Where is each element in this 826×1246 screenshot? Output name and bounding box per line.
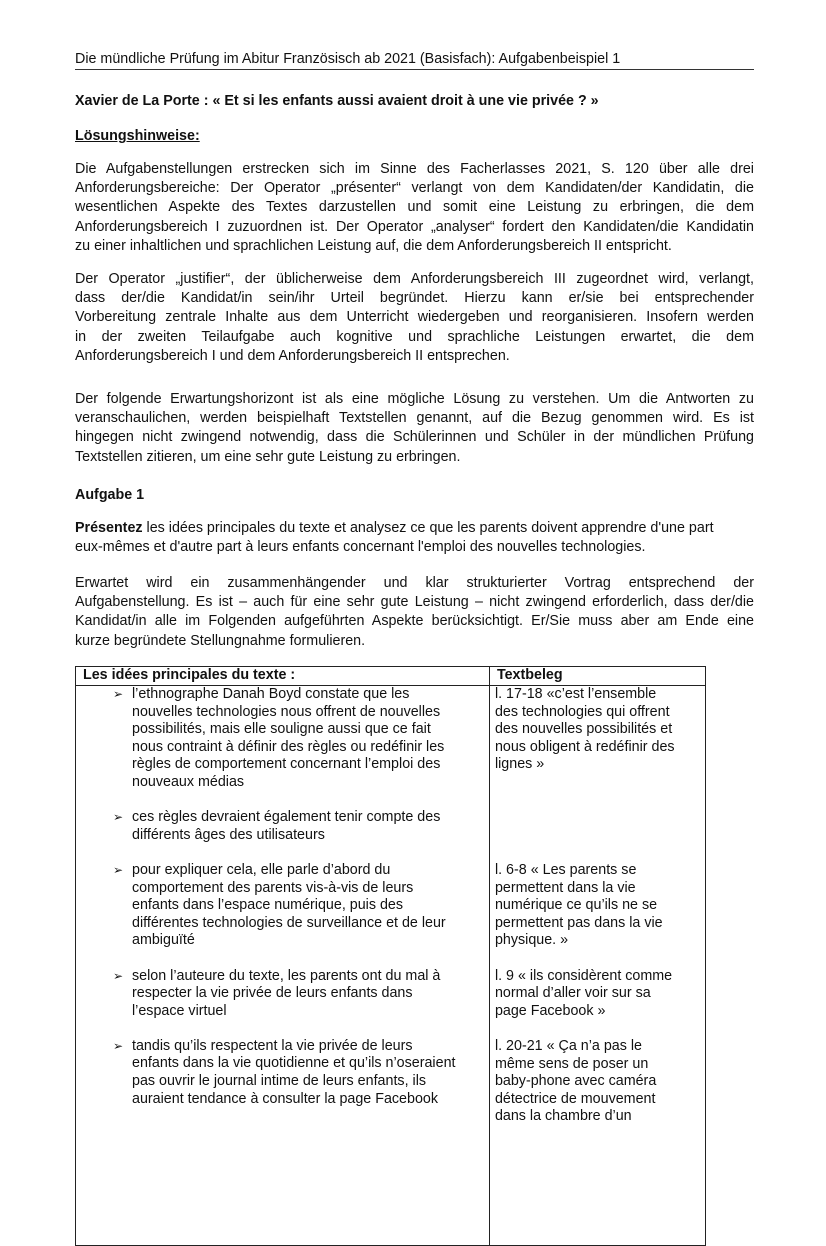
ref-line: l. 6-8 « Les parents se xyxy=(494,861,637,878)
paragraph-line: Der folgende Erwartungshorizont ist als eine mögliche Lösung zu verstehen. Um die Antworten zu xyxy=(75,391,754,407)
ref-line: lignes » xyxy=(494,756,545,773)
textbeleg-ref xyxy=(495,968,700,1021)
idea-line: ces règles devraient également tenir compte des xyxy=(132,809,441,826)
paragraph-line: Anforderungsbereiche: Der Operator „présenter“ verlangt von dem Kandidaten/der Kandidatin, die xyxy=(75,180,754,197)
ref-line: baby-phone avec caméra xyxy=(494,1073,657,1090)
idea-line: comportement des parents vis-à-vis de leurs xyxy=(132,879,414,896)
task-prompt xyxy=(75,519,754,557)
ref-line: permettent pas dans la vie xyxy=(494,914,663,931)
idea-bullet-item xyxy=(81,686,484,792)
idea-bullet-item xyxy=(81,1038,484,1108)
idea-line: possibilités, mais elle souligne aussi que ce fait xyxy=(132,721,431,738)
ref-line: l. 9 « ils considèrent comme xyxy=(494,967,673,984)
ref-line: page Facebook » xyxy=(494,1002,606,1019)
table-header-row xyxy=(76,667,706,686)
idea-bullet-item xyxy=(81,862,484,950)
ref-line: des nouvelles possibilités et xyxy=(494,721,673,738)
section-heading: Lösungshinweise: xyxy=(75,128,200,144)
paragraph-line: Anforderungsbereich I und dem Anforderungsbereich II entsprechen. xyxy=(75,347,510,364)
idea-line: enfants dans la vie quotidienne et qu’ils n’oseraient xyxy=(132,1055,456,1072)
arrow-bullet-icon: ➢ xyxy=(113,862,124,877)
idea-line: tandis qu’ils respectent la vie privée de leurs xyxy=(132,1037,413,1054)
paragraph-line: Die Aufgabenstellungen erstrecken sich im Sinne des Facherlasses 2021, S. 120 über alle drei xyxy=(75,161,754,177)
idea-line: nouveaux médias xyxy=(132,773,245,790)
paragraph-line: Vorbereitung zentrale Inhalte aus dem Unterricht wiedergeben und reorganisieren. Insofern werden xyxy=(75,309,754,326)
textbeleg-ref xyxy=(495,686,700,774)
paragraph-line: Textstellen zitieren, um eine sehr gute Leistung zu erbringen. xyxy=(75,448,461,465)
paragraph-line: Erwartet wird ein zusammenhängender und klar strukturierter Vortrag entsprechend der xyxy=(75,575,754,591)
ref-line: des technologies qui offrent xyxy=(494,703,670,720)
idea-bullet-item xyxy=(81,809,484,844)
idea-line: nous contraint à définir des règles ou redéfinir les xyxy=(132,738,445,755)
ideas-cell xyxy=(76,686,490,1246)
idea-line: l’ethnographe Danah Boyd constate que les xyxy=(132,686,410,702)
paragraph-line: Kandidat/in alle im Folgenden aufgeführten Aspekte berücksichtigt. Er/Sie muss aber am Ende eine xyxy=(75,613,754,630)
ref-line: numérique ce qu’ils ne se xyxy=(494,897,658,914)
idea-line: règles de comportement concernant l’emploi des xyxy=(132,756,441,773)
arrow-bullet-icon: ➢ xyxy=(113,1038,124,1053)
idea-line: ambiguïté xyxy=(132,932,195,949)
idea-line: l’espace virtuel xyxy=(132,1002,227,1019)
paragraph-line: hingegen nicht zwingend notwendig, dass die Schülerinnen und Schüler in der mündlichen Prüfung xyxy=(75,429,754,446)
idea-line: enfants dans l’espace numérique, puis des xyxy=(132,897,404,914)
ref-line: détectrice de mouvement xyxy=(494,1090,656,1107)
ref-line: même sens de poser un xyxy=(494,1055,649,1072)
paragraph-line: dass der/die Kandidat/in sein/ihr Urteil begründet. Hierzu kann er/sie bei entsprechender xyxy=(75,290,754,307)
paragraph-line: zu einer inhaltlichen und sprachlichen Leistung auf, die dem Anforderungsbereich II entspricht. xyxy=(75,237,672,254)
idea-line: nouvelles technologies nous offrent de nouvelles xyxy=(132,703,441,720)
paragraph-2 xyxy=(75,270,754,366)
task-prompt-line: les idées principales du texte et analysez ce que les parents doivent apprendre d'une part xyxy=(142,520,714,536)
ref-line: l. 17-18 «c’est l’ensemble xyxy=(494,686,657,702)
idea-line: différents âges des utilisateurs xyxy=(132,826,325,843)
paragraph-3 xyxy=(75,390,754,467)
ref-line: physique. » xyxy=(494,932,569,949)
ideas-table xyxy=(75,666,706,1246)
textbeleg-ref xyxy=(495,862,700,950)
paragraph-1 xyxy=(75,160,754,256)
arrow-bullet-icon: ➢ xyxy=(113,810,124,825)
idea-bullet-item xyxy=(81,968,484,1021)
idea-line: auraient tendance à consulter la page Facebook xyxy=(132,1090,439,1107)
column-header-textbeleg: Textbeleg xyxy=(489,667,705,686)
paragraph-line: kurze begründete Stellungnahme formulieren. xyxy=(75,632,366,649)
table-row xyxy=(76,686,706,1246)
paragraph-line: Anforderungsbereich I zuzuordnen ist. Der Operator „analyser“ fordert den Kandidaten/die Kandidatin xyxy=(75,218,754,235)
idea-group xyxy=(81,968,484,1021)
page-header: Die mündliche Prüfung im Abitur Französisch ab 2021 (Basisfach): Aufgabenbeispiel 1 xyxy=(75,50,754,70)
ref-line: l. 20-21 « Ça n’a pas le xyxy=(494,1037,642,1054)
idea-group xyxy=(81,686,484,844)
ref-line: permettent dans la vie xyxy=(494,879,636,896)
ref-line: nous obligent à redéfinir des xyxy=(494,738,675,755)
paragraph-line: in der zweiten Teilaufgabe auch kognitive und sprachliche Leistungen erwartet, die dem xyxy=(75,328,754,345)
idea-group xyxy=(81,862,484,950)
idea-line: différentes technologies de surveillance et de leur xyxy=(132,914,446,931)
paragraph-line: veranschaulichen, werden beispielhaft Textstellen genannt, auf die Bezug genommen wird. Es ist xyxy=(75,410,754,427)
arrow-bullet-icon: ➢ xyxy=(113,687,124,701)
task-operator: Présentez xyxy=(75,520,143,536)
paragraph-line: Der Operator „justifier“, der üblicherweise dem Anforderungsbereich III zugeordnet wird, verlangt, xyxy=(75,271,754,287)
idea-line: pour expliquer cela, elle parle d’abord du xyxy=(132,861,391,878)
task-heading: Aufgabe 1 xyxy=(75,487,145,503)
paragraph-line: wesentlichen Aspekte des Textes darzustellen und somit eine Leistung zu erbringen, die dem xyxy=(75,199,754,216)
task-prompt-line: eux-mêmes et d'autre part à leurs enfants concernant l'emploi des nouvelles technologies. xyxy=(75,539,646,556)
idea-group xyxy=(81,1038,484,1108)
task-expectation xyxy=(75,574,754,651)
ref-line: dans la chambre d’un xyxy=(494,1108,632,1125)
arrow-bullet-icon: ➢ xyxy=(113,968,124,983)
paragraph-line: Aufgabenstellung. Es ist – auch für eine sehr gute Leistung – nicht zwingend erforderlich, dass der/die xyxy=(75,594,754,611)
document-title: Xavier de La Porte : « Et si les enfants aussi avaient droit à une vie privée ? » xyxy=(75,93,599,109)
column-header-ideas: Les idées principales du texte : xyxy=(76,667,490,686)
ref-line: normal d’aller voir sur sa xyxy=(494,985,651,1002)
idea-line: respecter la vie privée de leurs enfants dans xyxy=(132,985,413,1002)
textbeleg-ref xyxy=(495,1038,700,1126)
textbeleg-cell xyxy=(489,686,705,1246)
idea-line: pas ouvrir le journal intime de leurs enfants, ils xyxy=(132,1073,427,1090)
idea-line: selon l’auteure du texte, les parents ont du mal à xyxy=(132,967,441,984)
